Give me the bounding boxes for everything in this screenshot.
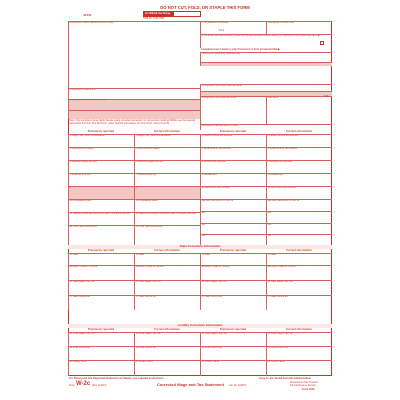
form-number: W-2c bbox=[76, 381, 91, 387]
irs-label: Internal Revenue Service bbox=[290, 385, 316, 387]
local-row-0-col-1-label: 18 Local wages, tips, etc. bbox=[135, 333, 162, 336]
local-row-2-col-2[interactable] bbox=[200, 360, 266, 376]
header-corr-right: Correct information bbox=[285, 129, 313, 133]
left-corr-row-2-label: 5 Medicare wages and tips bbox=[135, 161, 163, 164]
correct-ssn-box[interactable]: d Employee's correct SSN bbox=[266, 21, 332, 34]
state-row-3-col-1-label: 17 State income tax bbox=[135, 296, 156, 299]
state-row-1-col-2[interactable] bbox=[200, 265, 266, 280]
state-row-0-col-2-label: 15 State bbox=[201, 254, 211, 257]
state-row-3-col-0-label: 17 State income tax bbox=[69, 296, 90, 299]
local-row-1-col-2-label: 19 Local income tax bbox=[201, 347, 222, 350]
state-row-2-col-2-label: 16 State wages, tips, etc. bbox=[201, 281, 228, 284]
form-label: Form bbox=[69, 384, 75, 387]
left-prev-row-4[interactable] bbox=[68, 186, 134, 199]
employer-prev-ein-label: c Employer's previously reported EIN bbox=[68, 99, 107, 102]
left-prev-row-0[interactable] bbox=[68, 134, 134, 147]
employee-address-box[interactable]: i Employee's address and ZIP code bbox=[200, 124, 332, 130]
left-prev-row-4-label: 9 bbox=[69, 187, 71, 190]
privacy-notice: For Privacy Act and Paperwork Reduction Act Notice, see separate instructions. bbox=[69, 377, 164, 380]
right-prev-row-2-label: 6 Medicare tax withheld bbox=[201, 161, 226, 164]
local-hdr-corr-2: Correct information bbox=[285, 327, 313, 331]
state-row-1-col-0-label: Employer's state ID number bbox=[69, 266, 98, 269]
local-row-0-col-0[interactable] bbox=[68, 332, 134, 346]
header-corr-left: Correct information bbox=[153, 129, 181, 133]
cat-number: Cat. No. 61437D bbox=[229, 385, 247, 387]
state-row-3-col-2-label: 17 State income tax bbox=[201, 296, 222, 299]
left-prev-row-3-label: 7 Social security tips bbox=[69, 174, 91, 177]
left-prev-row-1[interactable] bbox=[68, 147, 134, 160]
right-corr-row-7-label: 12c bbox=[267, 224, 272, 227]
revision: (Rev. 8-2014) bbox=[92, 384, 107, 387]
left-prev-row-6-label: 13 Statutory employee Retirement plan Third-party sick pay bbox=[69, 213, 130, 216]
local-hdr-corr-1: Correct information bbox=[153, 327, 181, 331]
local-row-0-col-3[interactable] bbox=[266, 332, 332, 346]
local-row-2-col-1-label: 20 Locality name bbox=[135, 361, 153, 364]
local-row-1-col-3[interactable] bbox=[266, 346, 332, 360]
right-corr-row-4-label: 10 Dependent care benefits bbox=[267, 187, 296, 190]
employer-name-box[interactable]: a Employer's name, address, and ZIP code bbox=[68, 21, 200, 88]
left-corr-row-0-label: 1 Wages, tips, other compensation bbox=[135, 135, 171, 138]
state-row-1-col-2-label: Employer's state ID number bbox=[201, 266, 230, 269]
header-prev-left: Previously reported bbox=[87, 129, 115, 133]
state-row-0-col-3[interactable] bbox=[266, 253, 332, 265]
right-prev-row-1-label: 4 Social security tax withheld bbox=[201, 148, 231, 151]
local-row-1-col-2[interactable] bbox=[200, 346, 266, 360]
official-use-label: For Official Use Only ▶ bbox=[144, 12, 174, 16]
state-row-3-col-2[interactable] bbox=[200, 295, 266, 310]
state-row-3-col-1[interactable] bbox=[134, 295, 200, 310]
right-prev-row-6-label: 12b bbox=[201, 212, 206, 215]
header-prev-right: Previously reported bbox=[219, 129, 247, 133]
right-prev-row-0-label: 2 Federal income tax withheld bbox=[201, 135, 233, 138]
form-note: Note: Only complete money fields that are being corrected (exception: for corrections involving MQGE, see the General Instructions for Form W-2 and W-2c, under Specific Instructions for Form W-2c, boxes 5 and 6). bbox=[69, 119, 196, 125]
left-corr-row-3[interactable] bbox=[134, 173, 200, 186]
state-hdr-corr-1: Correct information bbox=[153, 248, 181, 252]
form-title: Corrected Wage and Tax Statement bbox=[157, 382, 224, 387]
corrected-ssn-checkbox[interactable] bbox=[320, 41, 324, 45]
local-row-1-col-3-label: 19 Local income tax bbox=[267, 347, 288, 350]
right-prev-row-1[interactable] bbox=[200, 147, 266, 160]
complete-boxes-text: Complete boxes f and/or g only if incorrect on form previously filed ▶ bbox=[201, 48, 280, 51]
left-corr-row-0[interactable] bbox=[134, 134, 200, 147]
state-row-0-col-3-label: 15 State bbox=[267, 254, 277, 257]
local-row-0-col-2[interactable] bbox=[200, 332, 266, 346]
employee-name-box[interactable]: h Employee's first name and initial bbox=[200, 96, 266, 124]
right-corr-row-4[interactable] bbox=[266, 186, 332, 199]
note-shaded-box bbox=[68, 110, 200, 119]
local-row-1-col-1-label: 19 Local income tax bbox=[135, 347, 156, 350]
right-prev-row-4-label: 10 Dependent care benefits bbox=[201, 187, 230, 190]
state-row-3-col-0[interactable] bbox=[68, 295, 134, 310]
state-row-0-col-0[interactable] bbox=[68, 253, 134, 265]
local-row-1-col-1[interactable] bbox=[134, 346, 200, 360]
state-row-1-col-3[interactable] bbox=[266, 265, 332, 280]
left-prev-row-2-label: 5 Medicare wages and tips bbox=[69, 161, 97, 164]
state-row-1-col-3-label: Employer's state ID number bbox=[267, 266, 296, 269]
right-prev-row-5-label: 12a See instructions for box 12 bbox=[201, 200, 234, 203]
right-corr-row-0[interactable] bbox=[266, 134, 332, 147]
left-corr-row-5-label: 11 Nonqualified plans bbox=[135, 200, 158, 203]
local-section-title: Locality Correction Information bbox=[68, 324, 332, 328]
tax-year-box[interactable]: c Tax year/Form corrected bbox=[200, 21, 266, 34]
left-prev-row-1-label: 3 Social security wages bbox=[69, 148, 94, 151]
right-corr-row-7[interactable] bbox=[266, 223, 332, 234]
left-corr-row-1[interactable] bbox=[134, 147, 200, 160]
local-hdr-prev-2: Previously reported bbox=[219, 327, 247, 331]
state-row-2-col-1-label: 16 State wages, tips, etc. bbox=[135, 281, 162, 284]
right-corr-row-5-label: 12a See instructions for box 12 bbox=[267, 200, 300, 203]
right-prev-row-5[interactable] bbox=[200, 199, 266, 211]
state-row-0-col-1[interactable] bbox=[134, 253, 200, 265]
left-prev-row-3[interactable] bbox=[68, 173, 134, 186]
right-prev-row-3-label: 8 Allocated tips bbox=[201, 174, 217, 177]
left-corr-row-6[interactable] bbox=[134, 212, 200, 225]
left-prev-row-5-label: 11 Nonqualified plans bbox=[69, 200, 92, 203]
state-row-2-col-0[interactable] bbox=[68, 280, 134, 295]
right-prev-row-3[interactable] bbox=[200, 173, 266, 186]
left-corr-row-5[interactable] bbox=[134, 199, 200, 212]
right-corr-row-0-label: 2 Federal income tax withheld bbox=[267, 135, 299, 138]
right-corr-row-3[interactable] bbox=[266, 173, 332, 186]
right-corr-row-3-label: 8 Allocated tips bbox=[267, 174, 283, 177]
copy-a-label: Copy A—For Social Security Administration bbox=[259, 377, 312, 380]
left-prev-row-0-label: 1 Wages, tips, other compensation bbox=[69, 135, 105, 138]
local-hdr-prev-1: Previously reported bbox=[87, 327, 115, 331]
form-w2-label: / W-2 bbox=[218, 29, 225, 32]
local-row-2-col-3[interactable] bbox=[266, 360, 332, 376]
prev-name-box[interactable]: g Employee's previously reported name bbox=[200, 84, 332, 96]
state-row-1-col-1-label: Employer's state ID number bbox=[135, 266, 164, 269]
state-row-1-col-0[interactable] bbox=[68, 265, 134, 280]
prev-ssn-shaded bbox=[200, 62, 332, 66]
state-row-1-col-1[interactable] bbox=[134, 265, 200, 280]
state-row-3-col-3[interactable] bbox=[266, 295, 332, 310]
right-corr-row-5[interactable] bbox=[266, 199, 332, 211]
right-prev-row-7-label: 12c bbox=[201, 224, 206, 227]
state-row-0-col-1-label: 15 State bbox=[135, 254, 145, 257]
suffix-label: Suff. bbox=[324, 96, 329, 98]
right-corr-row-1[interactable] bbox=[266, 147, 332, 160]
left-corr-row-2[interactable] bbox=[134, 160, 200, 173]
state-hdr-corr-2: Correct information bbox=[285, 248, 313, 252]
right-corr-row-2-label: 6 Medicare tax withheld bbox=[267, 161, 292, 164]
state-section-title: State Correction Information bbox=[68, 245, 332, 249]
state-row-2-col-3[interactable] bbox=[266, 280, 332, 295]
control-number: 44444 bbox=[83, 13, 92, 17]
state-row-2-col-3-label: 16 State wages, tips, etc. bbox=[267, 281, 294, 284]
local-row-2-col-3-label: 20 Locality name bbox=[267, 361, 285, 364]
right-corr-row-6[interactable] bbox=[266, 211, 332, 223]
left-prev-row-6[interactable] bbox=[68, 212, 134, 225]
local-row-0-col-0-label: 18 Local wages, tips, etc. bbox=[69, 333, 96, 336]
left-corr-row-7[interactable] bbox=[134, 225, 200, 245]
employer-ein-box[interactable]: b Employer's Federal EIN bbox=[68, 88, 200, 99]
corrected-ssn-box[interactable]: e Corrected SSN and/or name (Check this box and complete boxes f and/or g if incorrect on form previously filed.) ▶ bbox=[200, 34, 332, 48]
right-prev-row-0[interactable] bbox=[200, 134, 266, 147]
right-prev-row-6[interactable] bbox=[200, 211, 266, 223]
state-row-2-col-2[interactable] bbox=[200, 280, 266, 295]
last-name-box[interactable]: Last name bbox=[266, 96, 332, 124]
left-corr-row-6-label: 13 Statutory employee Retirement plan Third-party sick pay bbox=[135, 213, 196, 216]
state-row-2-col-1[interactable] bbox=[134, 280, 200, 295]
state-row-0-col-0-label: 15 State bbox=[69, 254, 79, 257]
right-corr-row-8[interactable] bbox=[266, 234, 332, 245]
left-prev-row-2[interactable] bbox=[68, 160, 134, 173]
left-prev-row-5[interactable] bbox=[68, 199, 134, 212]
right-prev-row-7[interactable] bbox=[200, 223, 266, 234]
official-use-box bbox=[143, 11, 201, 17]
state-row-0-col-2[interactable] bbox=[200, 253, 266, 265]
local-row-2-col-1[interactable] bbox=[134, 360, 200, 376]
right-corr-row-1-label: 4 Social security tax withheld bbox=[267, 148, 297, 151]
local-row-2-col-0[interactable] bbox=[68, 360, 134, 376]
local-row-1-col-0[interactable] bbox=[68, 346, 134, 360]
form-warning: DO NOT CUT, FOLD, OR STAPLE THIS FORM bbox=[160, 5, 250, 10]
left-corr-row-1-label: 3 Social security wages bbox=[135, 148, 160, 151]
left-corr-row-7-label: 14 Other (see instructions) bbox=[135, 226, 163, 229]
state-hdr-prev-2: Previously reported bbox=[219, 248, 247, 252]
left-corr-row-3-label: 7 Social security tips bbox=[135, 174, 157, 177]
local-row-1-col-0-label: 19 Local income tax bbox=[69, 347, 90, 350]
prev-ssn-box[interactable]: f Employee's previously reported SSN bbox=[200, 52, 332, 62]
omb-number: OMB No. 1545-0008 bbox=[143, 18, 165, 20]
left-corr-row-4-label: 9 bbox=[135, 187, 137, 190]
state-hdr-prev-1: Previously reported bbox=[87, 248, 115, 252]
treasury-dept: Department of the Treasury bbox=[290, 382, 318, 384]
right-prev-row-8-label: 12d bbox=[201, 235, 206, 238]
left-prev-row-7-label: 14 Other (see instructions) bbox=[69, 226, 97, 229]
right-prev-row-2[interactable] bbox=[200, 160, 266, 173]
state-row-2-col-0-label: 16 State wages, tips, etc. bbox=[69, 281, 96, 284]
right-prev-row-4[interactable] bbox=[200, 186, 266, 199]
right-corr-row-2[interactable] bbox=[266, 160, 332, 173]
local-row-0-col-3-label: 18 Local wages, tips, etc. bbox=[267, 333, 294, 336]
local-row-0-col-1[interactable] bbox=[134, 332, 200, 346]
form-year: Form 2015 bbox=[302, 388, 315, 391]
local-row-0-col-2-label: 18 Local wages, tips, etc. bbox=[201, 333, 228, 336]
left-corr-row-4[interactable] bbox=[134, 186, 200, 199]
state-row-3-col-3-label: 17 State income tax bbox=[267, 296, 288, 299]
local-row-2-col-0-label: 20 Locality name bbox=[69, 361, 87, 364]
right-corr-row-8-label: 12d bbox=[267, 235, 272, 238]
left-prev-row-7[interactable] bbox=[68, 225, 134, 245]
local-row-2-col-2-label: 20 Locality name bbox=[201, 361, 219, 364]
right-corr-row-6-label: 12b bbox=[267, 212, 272, 215]
